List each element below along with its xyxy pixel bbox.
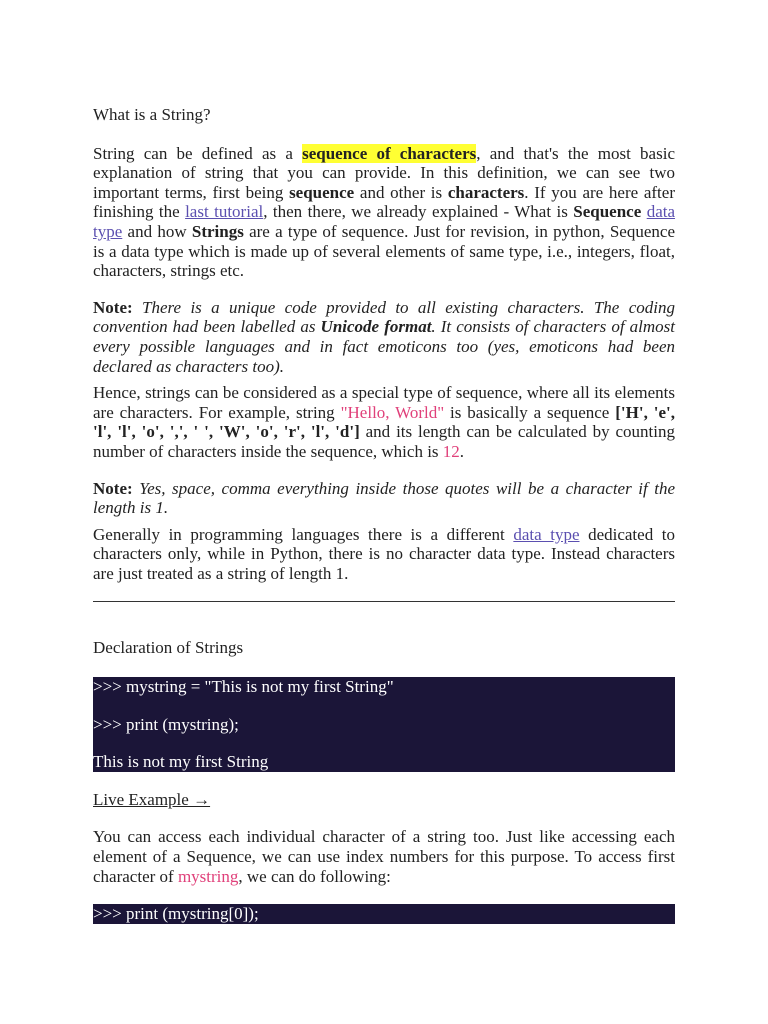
bold-strings: Strings bbox=[191, 221, 244, 241]
code-block-declaration bbox=[93, 677, 675, 772]
horizontal-divider bbox=[93, 601, 675, 602]
paragraph-char-data-type bbox=[93, 525, 675, 584]
text: Hence, strings can be considered as a special type of sequence, where all its elements are characters. For example, string bbox=[93, 383, 675, 422]
text: dedicated to characters only, while in Python, there is no character data type. Instead characters are just treated as a string of length 1. bbox=[93, 524, 675, 583]
note-text: Yes, space, comma everything inside those quotes will be a character if the length is 1. bbox=[93, 478, 675, 518]
bold-characters: characters bbox=[447, 182, 525, 202]
code-line: >>> print (mystring); bbox=[93, 714, 239, 734]
text: and how bbox=[122, 221, 192, 241]
text: are a type of sequence. Just for revision, in python, Sequence is a data type which is made up of several elements of same type, i.e., integers, float, characters, strings etc. bbox=[93, 221, 675, 281]
inline-code-mystring: mystring bbox=[177, 866, 239, 886]
paragraph-hello-world bbox=[93, 383, 675, 461]
note-text: There is a unique code provided to all existing characters. The coding convention had been labelled as bbox=[93, 297, 675, 337]
bold-sequence: sequence bbox=[289, 182, 355, 202]
text: , then there, we already explained - What is bbox=[263, 202, 574, 222]
data-type-link-2[interactable]: data type bbox=[513, 524, 580, 544]
highlight-sequence-of-characters: sequence of characters bbox=[302, 143, 477, 163]
note-label: Note: bbox=[93, 297, 133, 317]
bold-unicode-format: Unicode format bbox=[320, 317, 432, 337]
text: String can be defined as a bbox=[93, 143, 303, 163]
heading-what-is-string: What is a String? bbox=[93, 105, 211, 124]
live-example-row bbox=[93, 790, 675, 810]
text: and other is bbox=[354, 182, 448, 202]
paragraph-string-definition bbox=[93, 144, 675, 281]
note-unicode bbox=[93, 298, 675, 376]
note-text: . It consists of characters of almost every possible languages and in fact emoticons too (yes, emoticons had been declared as characters too). bbox=[93, 317, 675, 376]
text: . If you are here after finishing the bbox=[93, 182, 675, 222]
code-block-index bbox=[93, 904, 675, 924]
heading-declaration-of-strings: Declaration of Strings bbox=[93, 638, 244, 658]
note-characters bbox=[93, 479, 675, 518]
data-type-link[interactable]: data type bbox=[93, 202, 676, 241]
text: Generally in programming languages there is a different bbox=[93, 524, 514, 544]
inline-code-hello-world: "Hello, World" bbox=[340, 402, 445, 422]
paragraph-index-access bbox=[93, 827, 675, 886]
text: is basically a sequence bbox=[444, 402, 616, 422]
note-label: Note: bbox=[93, 478, 133, 498]
text: , we can do following: bbox=[238, 866, 391, 886]
text: You can access each individual character of a string too. Just like accessing each element of a Sequence, we can use index numbers for this purpose. To access first character of bbox=[93, 827, 675, 886]
text: and its length can be calculated by counting number of characters inside the sequence, which is bbox=[93, 422, 676, 461]
last-tutorial-link[interactable]: last tutorial bbox=[185, 202, 264, 222]
article-content bbox=[93, 105, 675, 924]
live-example-link[interactable]: Live Example → bbox=[93, 789, 211, 809]
code-line: >>> mystring = "This is not my first String" bbox=[93, 677, 394, 697]
inline-code-length: 12 bbox=[442, 441, 460, 461]
code-line: >>> print (mystring[0]); bbox=[93, 904, 259, 924]
bold-sequence-2: Sequence bbox=[573, 202, 642, 222]
text: , and that's the most basic explanation of string that you can provide. In this definition, we can see two important terms, first being bbox=[93, 143, 675, 202]
code-line: This is not my first String bbox=[93, 752, 269, 772]
bold-char-sequence: ['H', 'e', 'l', 'l', 'o', ',', ' ', 'W', 'o', 'r', 'l', 'd'] bbox=[93, 402, 675, 442]
text: . bbox=[459, 441, 465, 461]
